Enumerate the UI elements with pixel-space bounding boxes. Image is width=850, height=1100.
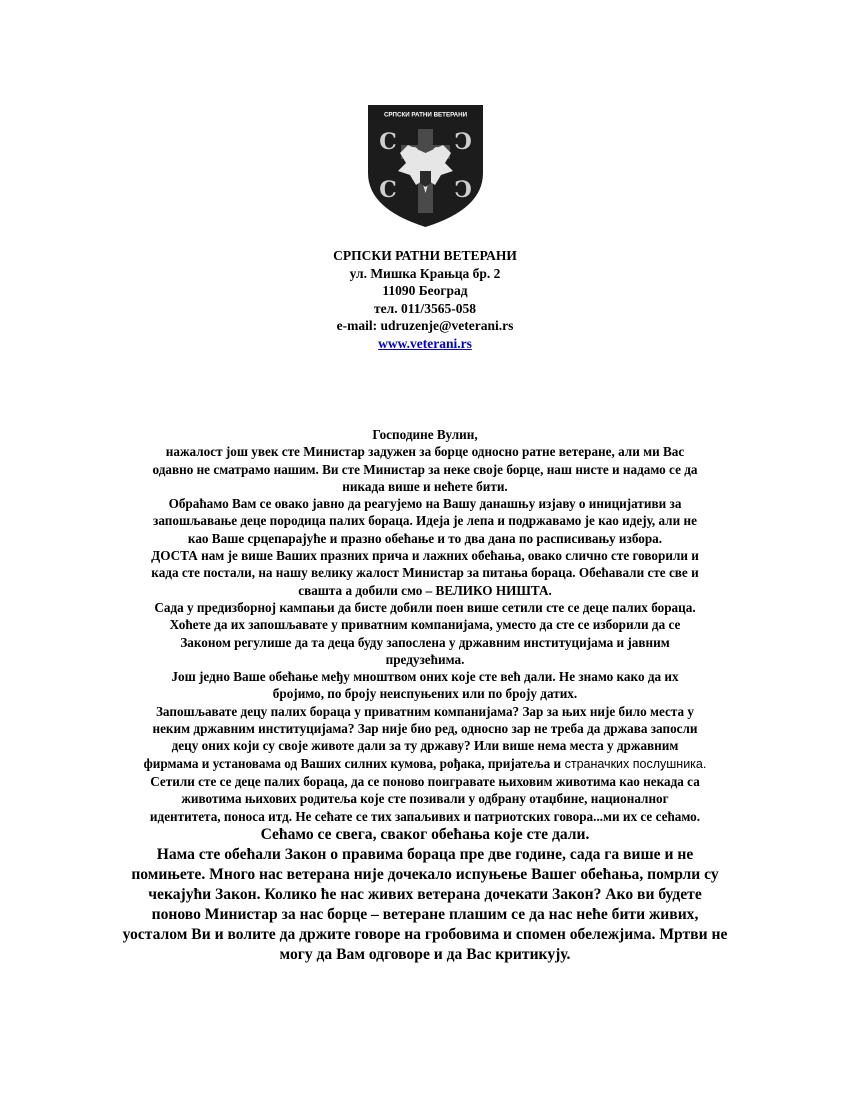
letter-line: Запошљавате децу палих бораца у приватним компанијама? Зар за њих није било места у	[155, 703, 695, 719]
city: 11090 Београд	[382, 283, 468, 298]
closing-line: поново Министар за нас борце – ветеране плашим се да нас неће бити живих,	[151, 905, 699, 923]
letter-line: свашта а добили смо – ВЕЛИКО НИШТА.	[298, 582, 552, 598]
street-address: ул. Мишка Крањца бр. 2	[349, 265, 501, 281]
letter-line: никада више и нећете бити.	[342, 478, 508, 494]
letter-line: Хоћете да их запошљавате у приватним компанијама, уместо да сте се изборили да се	[169, 617, 681, 633]
letter-line: као Ваше срцепарајуће и празно обећање и то два дана по расписивању избора.	[187, 530, 663, 546]
letter-line: животима њихових родитеља које сте позивали у одбрану отаџбине, националног	[181, 791, 669, 807]
letterhead-address	[225, 247, 625, 352]
closing-line: чекајући Закон. Колико ће нас живих ветерана дочекати Закон? Ако ви будете	[148, 885, 702, 903]
letter-line: нажалост још увек сте Министар задужен за борце односно ратне ветеране, али ми Вас	[165, 444, 685, 460]
letter-line: Законом регулише да та деца буду запослена у државним институцијама и јавним	[180, 634, 670, 650]
svg-text:С: С	[454, 129, 472, 155]
emblem-logo	[358, 101, 493, 231]
closing-line: Сећамо се свега, сваког обећања које сте дали.	[260, 825, 590, 843]
letter-line: ДОСТА нам је више Ваших празних прича и лажних обећања, овако слично сте говорили и	[151, 548, 699, 564]
closing-line: Нама сте обећали Закон о правима бораца пре две године, сада га више и не	[156, 845, 694, 863]
letter-line: Сада у предизборној кампањи да бисте добили поен више сетили сте се деце палих бораца.	[154, 599, 696, 615]
mixed-line-start: фирмама и установама од Ваших силних кумова, рођака, пријатеља и	[143, 755, 562, 771]
email-address: e-mail: udruzenje@veterani.rs	[336, 318, 514, 333]
letter-line: предузећима.	[385, 651, 465, 667]
letter-line: идентитета, поноса итд. Не сећате се тих запаљивих и патриотских говора...ми их се сећамо.	[149, 808, 701, 824]
svg-text:С: С	[454, 177, 472, 203]
letter-line: запошљавање деце породица палих бораца. Идеја је лепа и подржавамо је као идеју, али не	[153, 513, 697, 529]
svg-text:С: С	[379, 177, 397, 203]
emblem-text: СРПСКИ РАТНИ ВЕТЕРАНИ	[383, 111, 468, 119]
closing-line: помињете. Много нас ветерана није дочекало испуњење Вашег обећања, помрли су	[131, 865, 719, 883]
letter-line: Још једно Ваше обећање међу мноштвом оних које сте већ дали. Не знамо како да их	[171, 669, 679, 685]
letter-body	[80, 426, 770, 965]
letter-line: децу оних који су своје животе дали за ту државу? Или више нема места у државним	[171, 738, 679, 754]
phone-number: тел. 011/3565-058	[374, 300, 476, 316]
organization-name: СРПСКИ РАТНИ ВЕТЕРАНИ	[333, 248, 517, 263]
letter-line: Сетили сте се деце палих бораца, да се поново поигравате њиховим животима као некада са	[150, 773, 700, 789]
closing-line: уосталом Ви и волите да држите говоре на гробовима и спомен обележјима. Мртви не	[122, 925, 728, 943]
mixed-line-end: страначких послушника.	[561, 756, 707, 771]
letter-line: Обраћамо Вам се овако јавно да реагујемо на Вашу данашњу изјаву о иницијативи за	[168, 496, 682, 512]
salutation: Господине Вулин,	[372, 427, 478, 442]
closing-line: могу да Вам одговоре и да Вас критикују.	[279, 945, 571, 963]
svg-text:С: С	[379, 129, 397, 155]
letter-line: одавно не сматрамо нашим. Ви сте Министар за неке своје борце, наш нисте и надамо се да	[152, 461, 698, 477]
letter-line: када сте постали, на нашу велику жалост Министар за питања бораца. Обећавали сте све и	[151, 565, 699, 581]
letter-line: бројимо, по броју неиспуњених или по броју датих.	[272, 686, 578, 702]
website-link[interactable]: www.veterani.rs	[378, 335, 472, 351]
letter-line: неким државним институцијама? Зар није био ред, односно зар не треба да држава запосли	[152, 721, 698, 737]
letter-line-mixed	[80, 755, 770, 773]
